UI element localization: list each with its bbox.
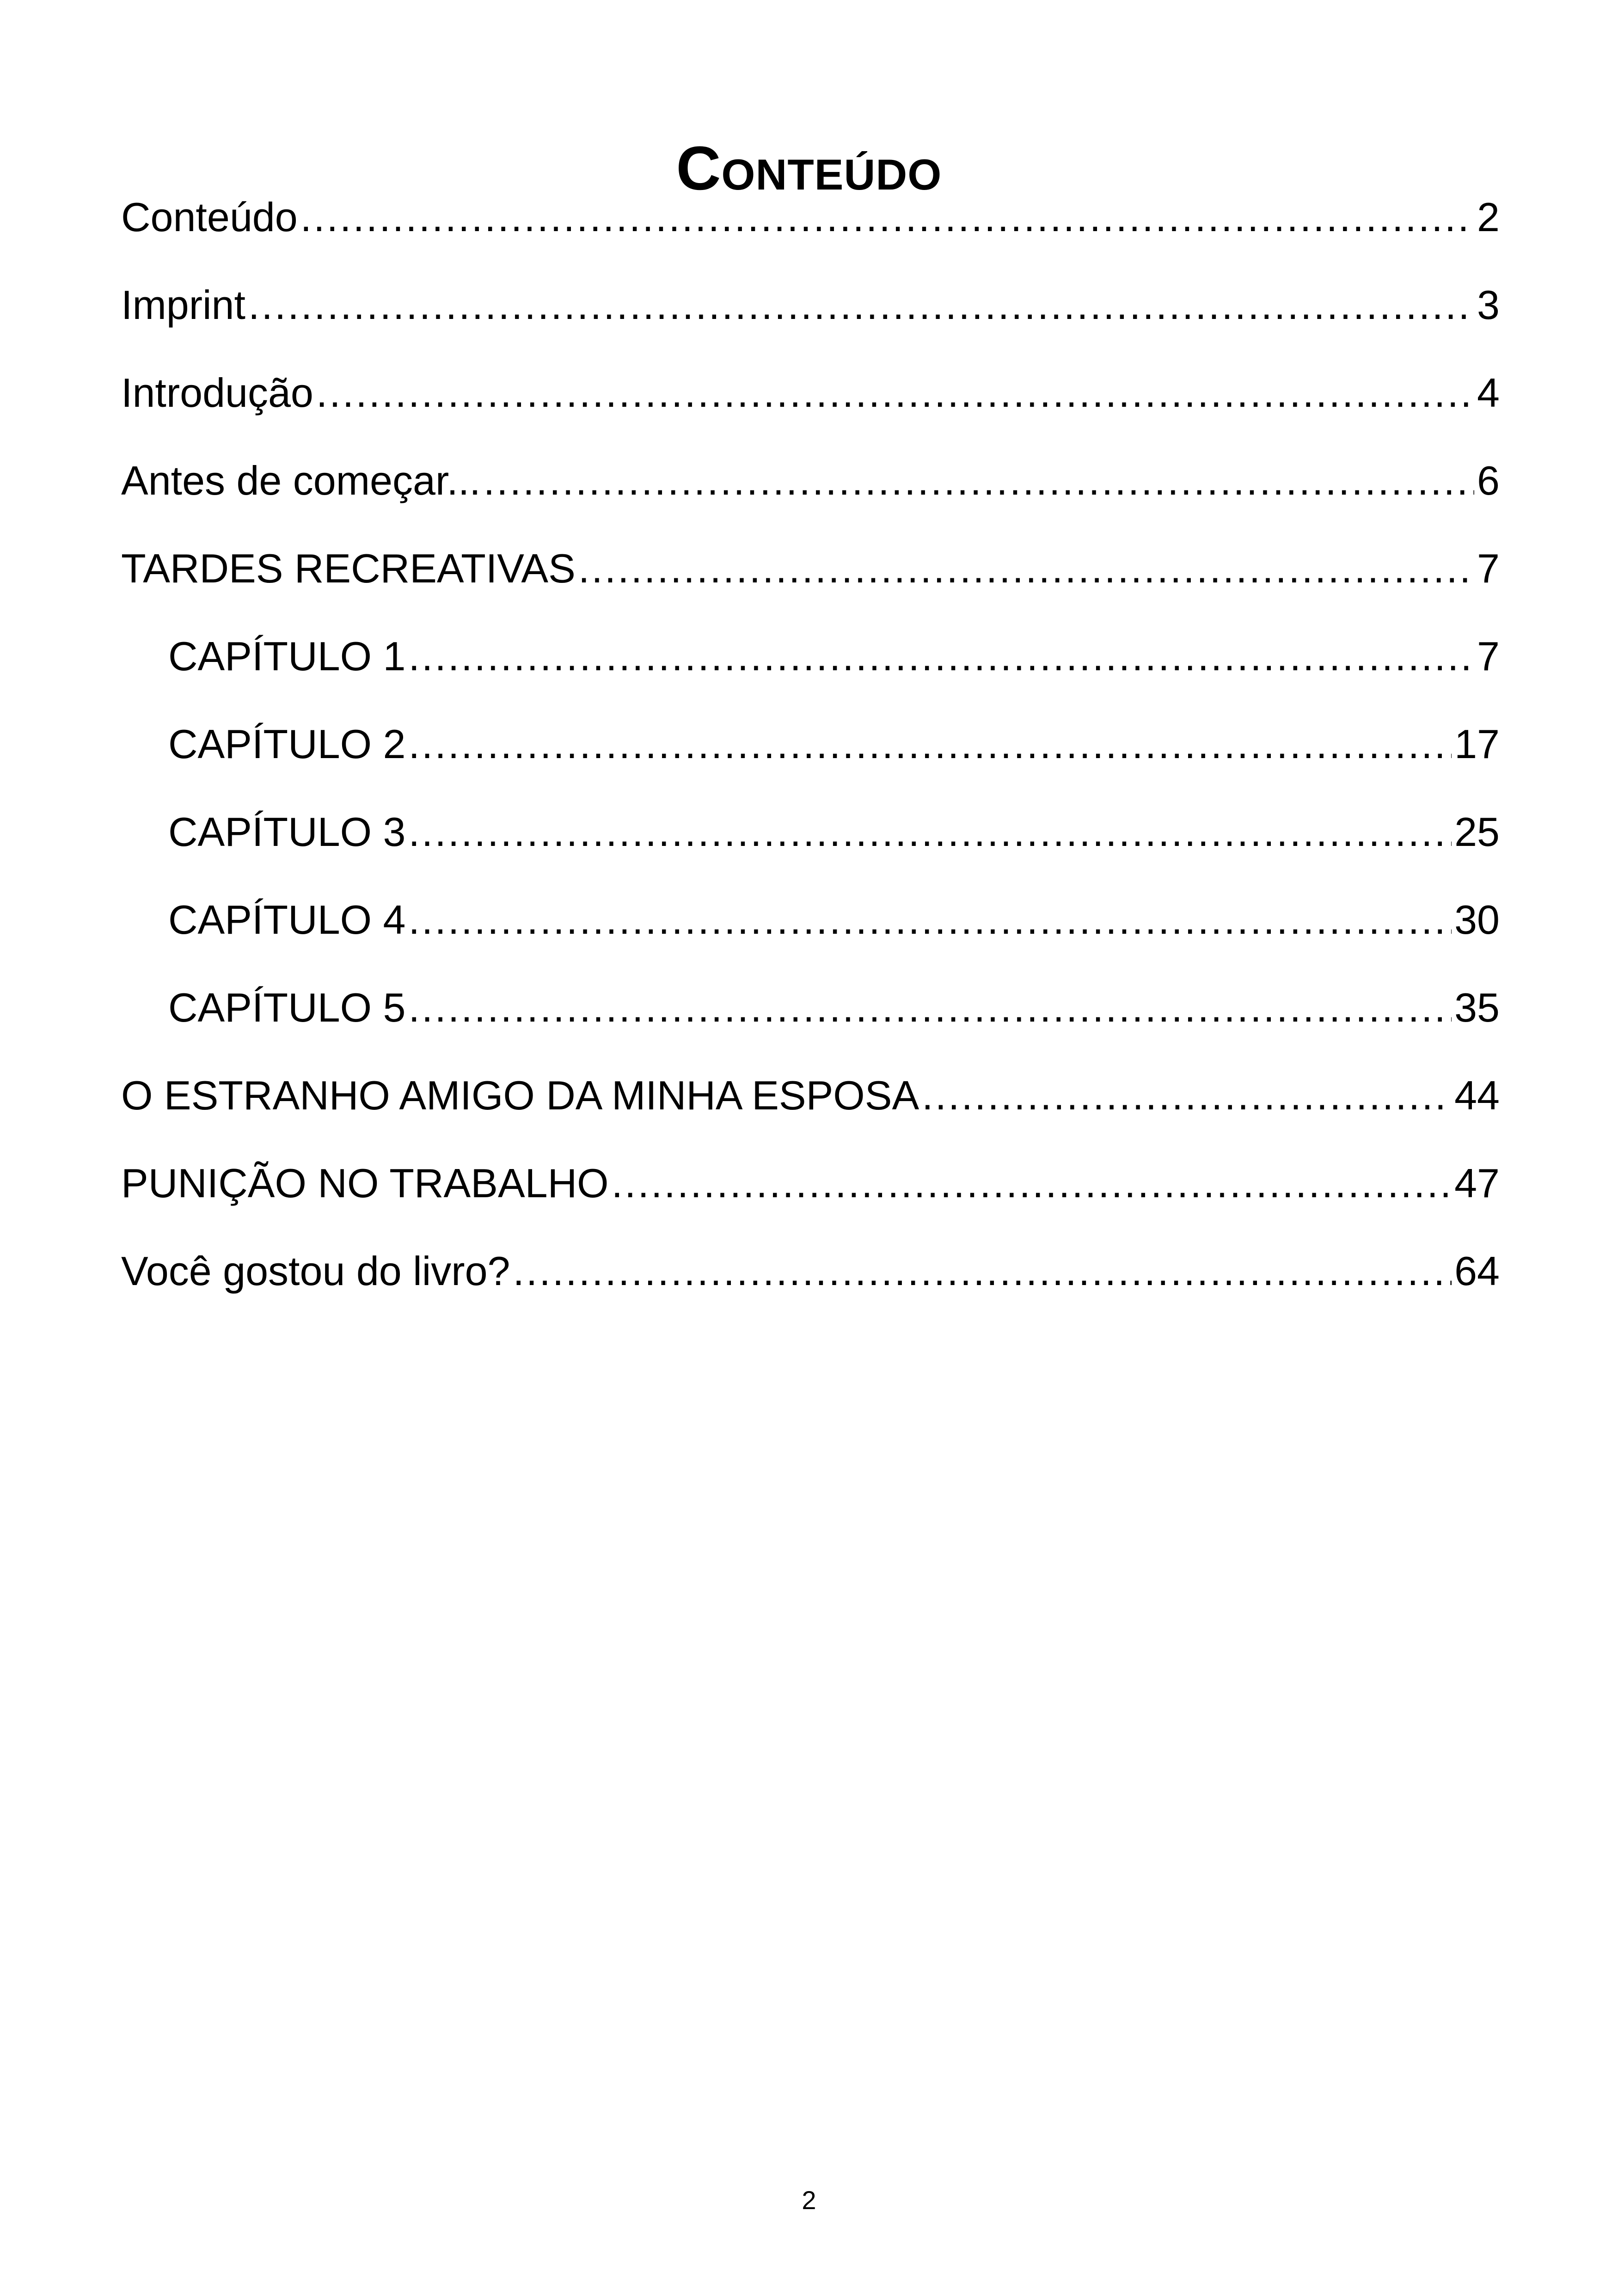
toc-dot-leader: [248, 261, 1474, 349]
toc-entry-page-number: 44: [1454, 1072, 1500, 1118]
toc-entry-capitulo-1[interactable]: [121, 612, 1500, 700]
toc-entry-label: CAPÍTULO 4: [168, 897, 406, 943]
toc-entry-capitulo-4[interactable]: [121, 876, 1500, 964]
toc-dot-leader: [408, 788, 1452, 876]
toc-entry-label: Imprint: [121, 282, 245, 328]
toc-entry-page-number: 47: [1454, 1160, 1500, 1206]
toc-entry-page-number: 7: [1477, 545, 1500, 591]
toc-dot-leader: [408, 964, 1452, 1052]
toc-entry-introducao[interactable]: [121, 349, 1500, 437]
toc-entry-punicao-no-trabalho[interactable]: [121, 1139, 1500, 1227]
page-footer-number: 2: [802, 2186, 816, 2215]
toc-entry-label: Você gostou do livro?: [121, 1248, 510, 1294]
page-title: Conteúdo: [676, 134, 942, 203]
toc-entry-page-number: 17: [1454, 721, 1500, 767]
toc-dot-leader: [612, 1139, 1452, 1227]
toc-entry-antes-de-comecar[interactable]: [121, 437, 1500, 525]
toc-entry-capitulo-5[interactable]: [121, 964, 1500, 1052]
toc-entry-label: TARDES RECREATIVAS: [121, 545, 576, 591]
toc-entry-tardes-recreativas[interactable]: [121, 525, 1500, 612]
toc-entry-label: Introdução: [121, 370, 313, 416]
toc-dot-leader: [408, 612, 1474, 700]
toc-entry-page-number: 25: [1454, 809, 1500, 855]
toc-dot-leader: [513, 1227, 1452, 1315]
toc-entry-page-number: 64: [1454, 1248, 1500, 1294]
toc-entry-label: Conteúdo: [121, 194, 298, 240]
toc-entry-label: CAPÍTULO 5: [168, 985, 406, 1030]
table-of-contents: [121, 173, 1500, 1315]
toc-dot-leader: [408, 700, 1452, 788]
toc-entry-page-number: 6: [1477, 458, 1500, 503]
toc-entry-page-number: 3: [1477, 282, 1500, 328]
toc-entry-page-number: 7: [1477, 633, 1500, 679]
toc-entry-label: CAPÍTULO 3: [168, 809, 406, 855]
toc-entry-capitulo-2[interactable]: [121, 700, 1500, 788]
toc-entry-page-number: 30: [1454, 897, 1500, 943]
toc-entry-label: PUNIÇÃO NO TRABALHO: [121, 1160, 609, 1206]
toc-entry-page-number: 4: [1477, 370, 1500, 416]
toc-entry-voce-gostou[interactable]: [121, 1227, 1500, 1315]
toc-dot-leader: [578, 525, 1474, 612]
toc-entry-imprint[interactable]: [121, 261, 1500, 349]
toc-dot-leader: [484, 437, 1474, 525]
toc-entry-label: CAPÍTULO 2: [168, 721, 406, 767]
toc-dot-leader: [922, 1052, 1452, 1139]
toc-entry-conteudo[interactable]: [121, 173, 1500, 261]
toc-entry-capitulo-3[interactable]: [121, 788, 1500, 876]
toc-entry-label: CAPÍTULO 1: [168, 633, 406, 679]
toc-entry-label: O ESTRANHO AMIGO DA MINHA ESPOSA: [121, 1072, 919, 1118]
toc-dot-leader: [408, 876, 1452, 964]
toc-entry-label: Antes de começar...: [121, 458, 481, 503]
toc-entry-page-number: 35: [1454, 985, 1500, 1030]
toc-entry-o-estranho-amigo[interactable]: [121, 1052, 1500, 1139]
toc-dot-leader: [300, 173, 1474, 261]
toc-dot-leader: [316, 349, 1474, 437]
toc-entry-page-number: 2: [1477, 194, 1500, 240]
